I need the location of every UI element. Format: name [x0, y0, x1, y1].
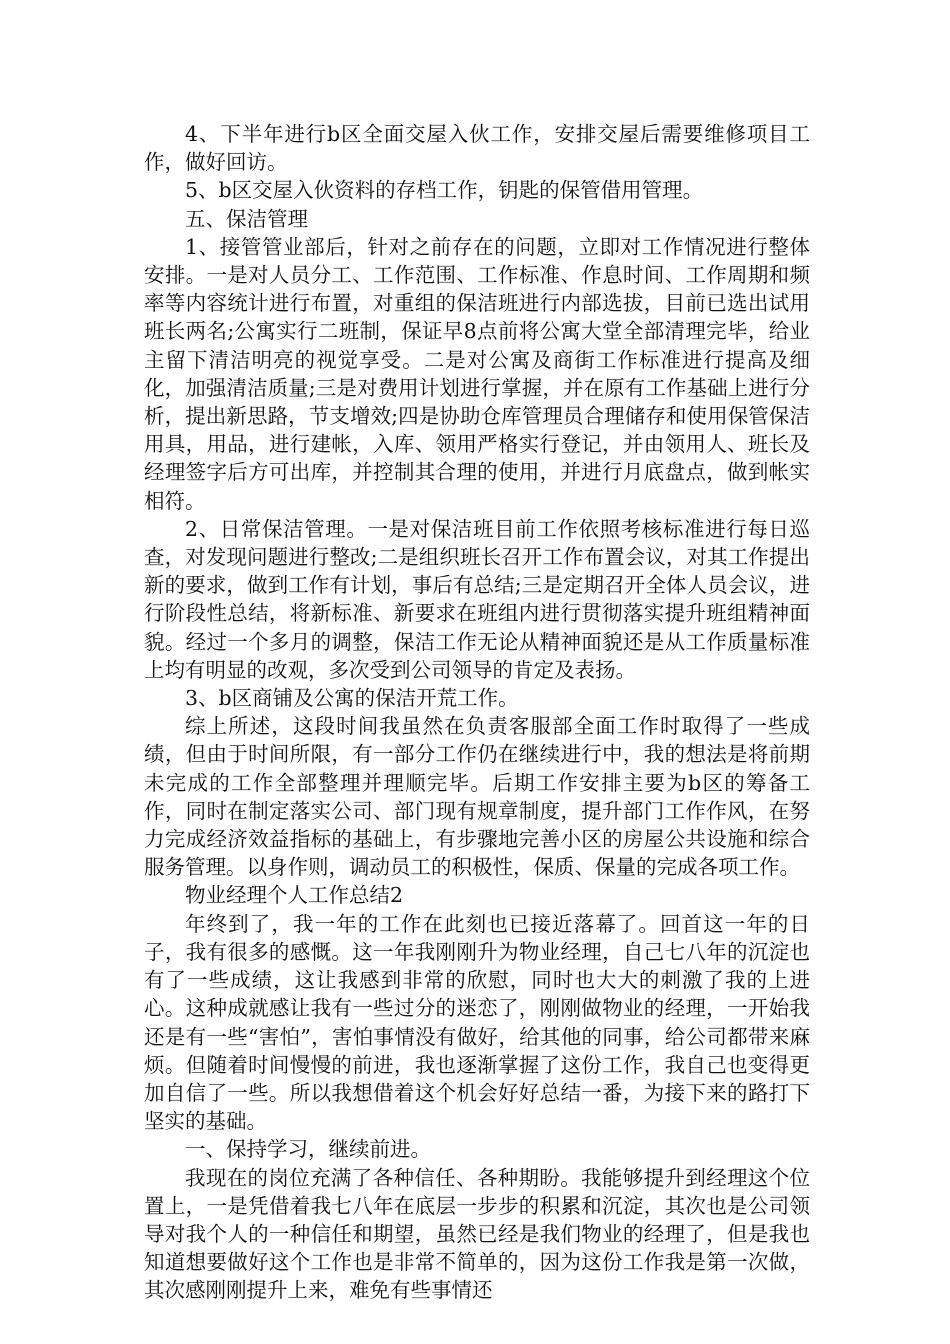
document-body	[144, 120, 810, 1305]
paragraph-item-5-archive: 5、b区交屋入伙资料的存档工作，钥匙的保管借用管理。	[185, 178, 704, 203]
section-heading-cleaning: 五、保洁管理	[185, 206, 308, 231]
section-heading-learning: 一、保持学习，继续前进。	[185, 1137, 431, 1162]
paragraph-item-4-handover: 4、下半年进行b区全面交屋入伙工作，安排交屋后需要维修项目工作，做好回访。	[144, 122, 810, 175]
paragraph-cleaning-3: 3、b区商铺及公寓的保洁开荒工作。	[185, 686, 519, 711]
paragraph-year-end: 年终到了，我一年的工作在此刻也已接近落幕了。回首这一年的日子，我有很多的感慨。这一年我刚刚升为物业经理，自己七八年的沉淀也有了一些成绩，这让我感到非常的欣慰，同时也大大的刺激了我的上进心。这种成就感让我有一些过分的迷恋了，刚刚做物业的经理，一开始我还是有一些“害怕”，害怕事情没有做好，给其他的同事，给公司都带来麻烦。但随着时间慢慢的前进，我也逐渐掌握了这份工作，我自己也变得更加自信了一些。所以我想借着这个机会好好总结一番，为接下来的路打下坚实的基础。	[144, 911, 810, 1134]
paragraph-position: 我现在的岗位充满了各种信任、各种期盼。我能够提升到经理这个位置上，一是凭借着我七八年在底层一步步的积累和沉淀，其次也是公司领导对我个人的一种信任和期望，虽然已经是我们物业的经理了，但是我也知道想要做好这个工作也是非常不简单的，因为这份工作我是第一次做，其次感刚刚提升上来，难免有些事情还	[144, 1165, 810, 1303]
paragraph-summary: 综上所述，这段时间我虽然在负责客服部全面工作时取得了一些成绩，但由于时间所限，有一部分工作仍在继续进行中，我的想法是将前期未完成的工作全部整理并理顺完毕。后期工作安排主要为b区的筹备工作，同时在制定落实公司、部门现有规章制度，提升部门工作作风，在努力完成经济效益指标的基础上，有步骤地完善小区的房屋公共设施和综合服务管理。以身作则，调动员工的积极性，保质、保量的完成各项工作。	[144, 714, 810, 880]
paragraph-cleaning-2: 2、日常保洁管理。一是对保洁班目前工作依照考核标准进行每日巡查，对发现问题进行整改;二是组织班长召开工作布置会议，对其工作提出新的要求，做到工作有计划，事后有总结;三是定期召开全体人员会议，进行阶段性总结，将新标准、新要求在班组内进行贯彻落实提升班组精神面貌。经过一个多月的调整，保洁工作无论从精神面貌还是从工作质量标准上均有明显的改观，多次受到公司领导的肯定及表扬。	[144, 516, 810, 682]
article-title-2: 物业经理个人工作总结2	[185, 883, 404, 908]
paragraph-cleaning-1: 1、接管管业部后，针对之前存在的问题，立即对工作情况进行整体安排。一是对人员分工、工作范围、工作标准、作息时间、工作周期和频率等内容统计进行布置，对重组的保洁班进行内部选拔，目前已选出试用班长两名;公寓实行二班制，保证早8点前将公寓大堂全部清理完毕，给业主留下清洁明亮的视觉享受。二是对公寓及商街工作标准进行提高及细化，加强清洁质量;三是对费用计划进行掌握，并在原有工作基础上进行分析，提出新思路，节支增效;四是协助仓库管理员合理储存和使用保管保洁用具，用品，进行建帐，入库、领用严格实行登记，并由领用人、班长及经理签字后方可出库，并控制其合理的使用，并进行月底盘点，做到帐实相符。	[144, 234, 810, 513]
